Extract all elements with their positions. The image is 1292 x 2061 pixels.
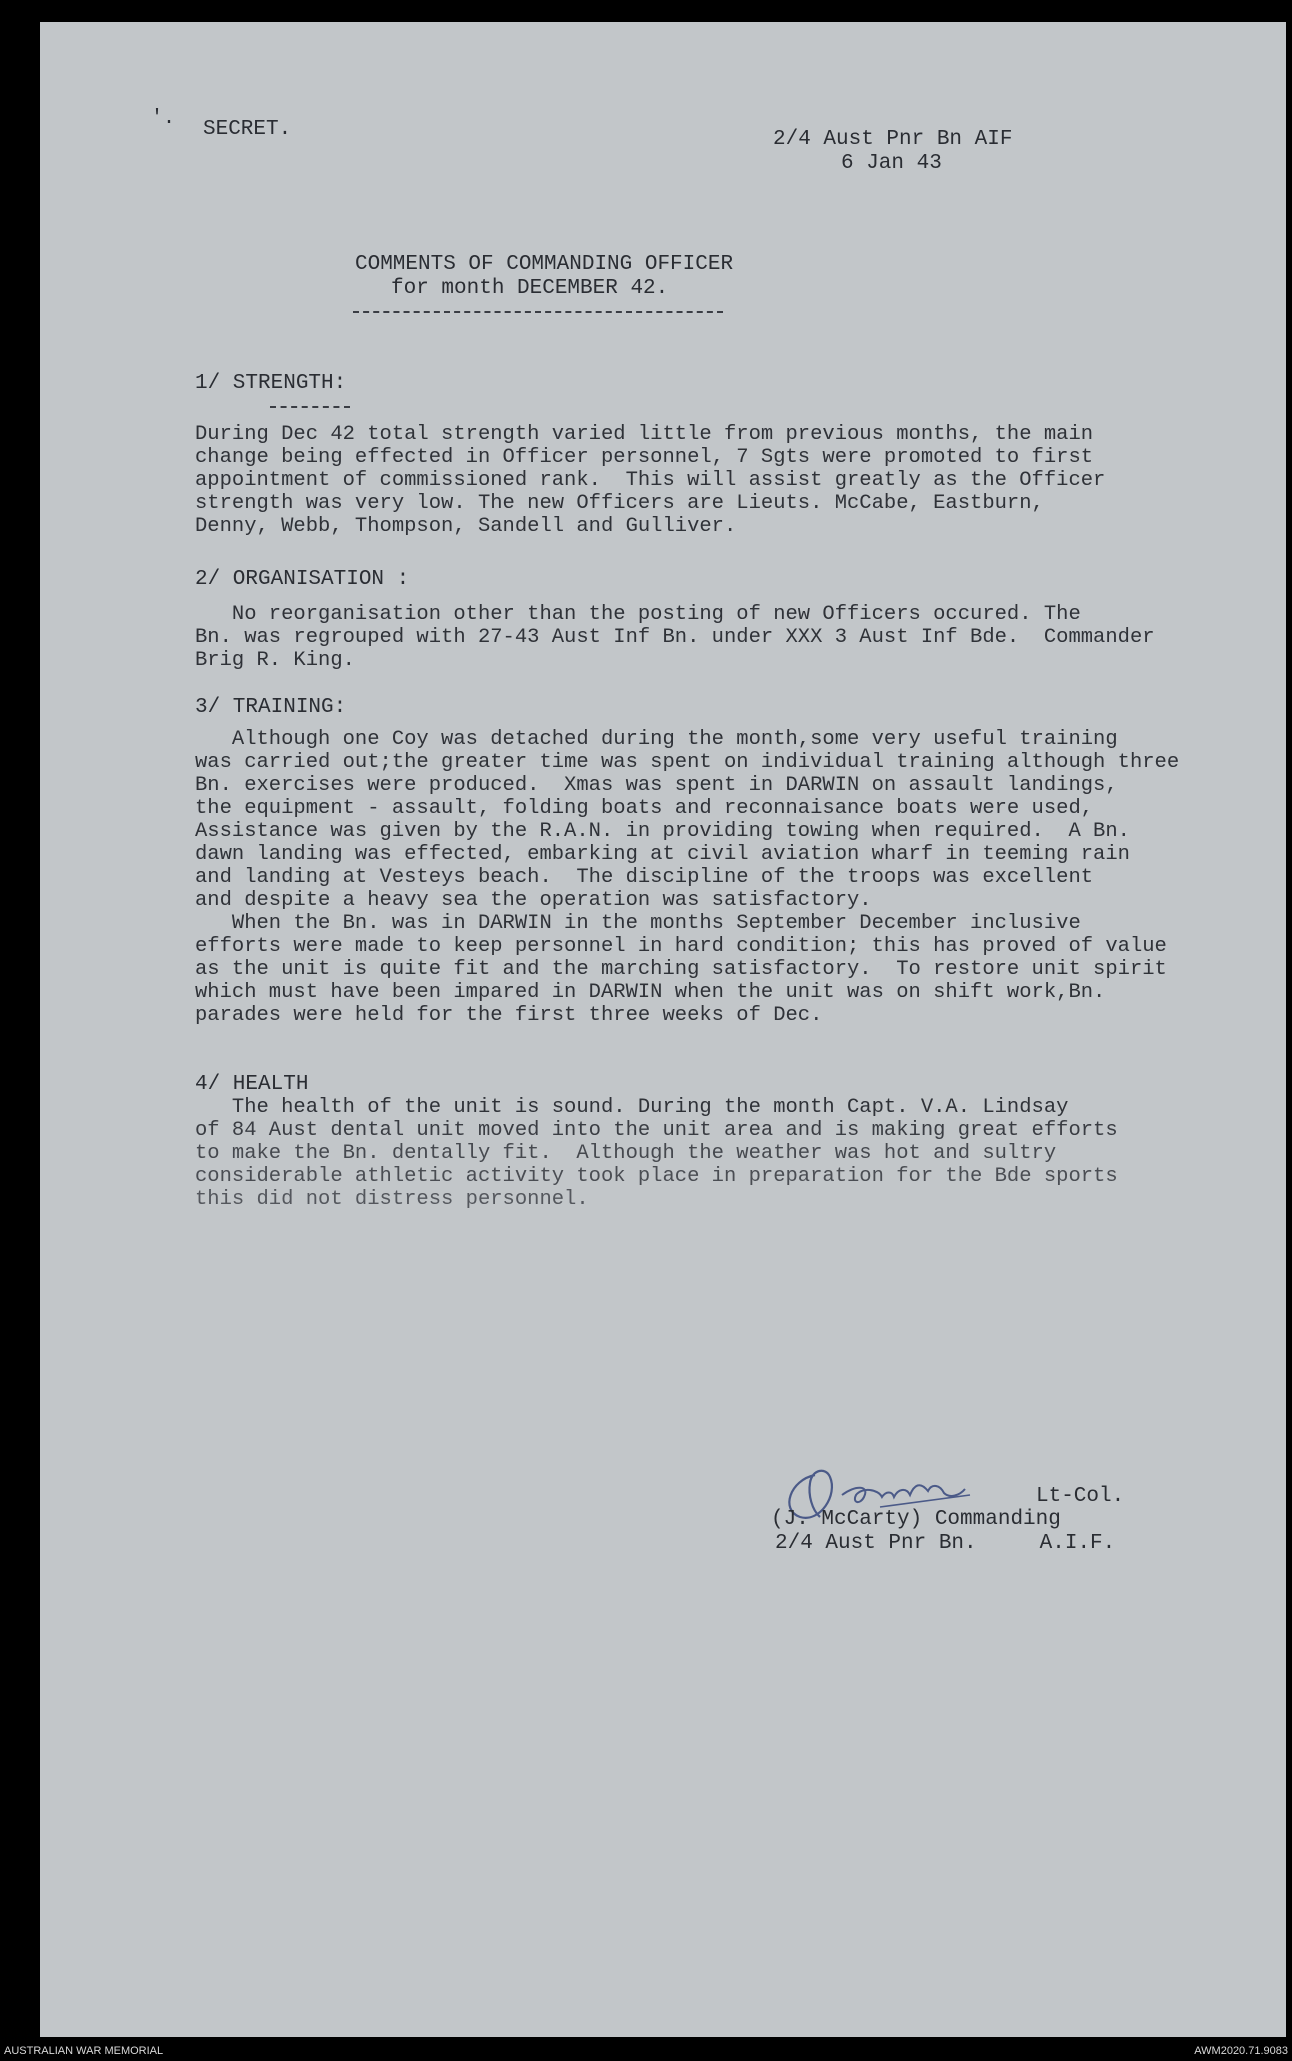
organisation-line: Brig R. King. [195,649,355,672]
training-line: was carried out;the greater time was spent on individual training although three [195,751,1180,774]
training-line: efforts were made to keep personnel in hard condition; this has proved of value [195,935,1167,958]
signatory-unit: 2/4 Aust Pnr Bn. A.I.F. [775,1532,1116,1555]
training-line: the equipment - assault, folding boats and reconnaisance boats were used, [195,797,1094,820]
training-line: Assistance was given by the R.A.N. in providing towing when required. A Bn. [195,820,1130,843]
organisation-heading: 2/ ORGANISATION : [195,568,410,591]
archive-footer-left: AUSTRALIAN WAR MEMORIAL [4,2045,164,2057]
training-line: and despite a heavy sea the operation was satisfactory. [195,889,872,912]
strength-line: appointment of commissioned rank. This will assist greatly as the Officer [195,469,1106,492]
margin-mark: '. [151,107,176,130]
strength-line: Denny, Webb, Thompson, Sandell and Gulliver. [195,515,737,538]
health-line: to make the Bn. dentally fit. Although the weather was hot and sultry [195,1142,1057,1165]
title-underline [353,311,723,313]
strength-heading-underline [270,406,350,408]
training-line: as the unit is quite fit and the marching satisfactory. To restore unit spirit [195,958,1167,981]
strength-heading: 1/ STRENGTH: [195,372,347,395]
unit-designation: 2/4 Aust Pnr Bn AIF [773,128,1013,151]
training-heading: 3/ TRAINING: [195,696,347,719]
document-page [40,22,1286,2037]
training-line: Although one Coy was detached during the month,some very useful training [195,728,1118,751]
document-date: 6 Jan 43 [841,152,942,175]
document-title: COMMENTS OF COMMANDING OFFICER [355,253,734,276]
document-subtitle: for month DECEMBER 42. [391,277,669,300]
health-line: The health of the unit is sound. During the month Capt. V.A. Lindsay [195,1096,1069,1119]
training-line: which must have been impared in DARWIN when the unit was on shift work,Bn. [195,981,1106,1004]
strength-line: strength was very low. The new Officers are Lieuts. McCabe, Eastburn, [195,492,1044,515]
organisation-line: No reorganisation other than the posting of new Officers occured. The [195,603,1081,626]
health-heading: 4/ HEALTH [195,1073,309,1096]
training-line: dawn landing was effected, embarking at civil aviation wharf in teeming rain [195,843,1130,866]
classification-label: SECRET. [203,118,292,141]
training-line: and landing at Vesteys beach. The discipline of the troops was excellent [195,866,1094,889]
training-line: parades were held for the first three weeks of Dec. [195,1004,823,1027]
strength-line: change being effected in Officer personnel, 7 Sgts were promoted to first [195,446,1094,469]
organisation-line: Bn. was regrouped with 27-43 Aust Inf Bn. under XXX 3 Aust Inf Bde. Commander [195,626,1155,649]
signatory-name: (J. McCarty) Commanding [771,1508,1061,1531]
health-line: considerable athletic activity took place in preparation for the Bde sports [195,1165,1118,1188]
health-line: of 84 Aust dental unit moved into the unit area and is making great efforts [195,1119,1118,1142]
signatory-rank: Lt-Col. [1036,1485,1125,1508]
strength-line: During Dec 42 total strength varied little from previous months, the main [195,423,1094,446]
training-line: When the Bn. was in DARWIN in the months September December inclusive [195,912,1081,935]
archive-footer-right: AWM2020.71.9083 [1194,2045,1288,2057]
training-line: Bn. exercises were produced. Xmas was spent in DARWIN on assault landings, [195,774,1118,797]
health-line: this did not distress personnel. [195,1188,589,1211]
